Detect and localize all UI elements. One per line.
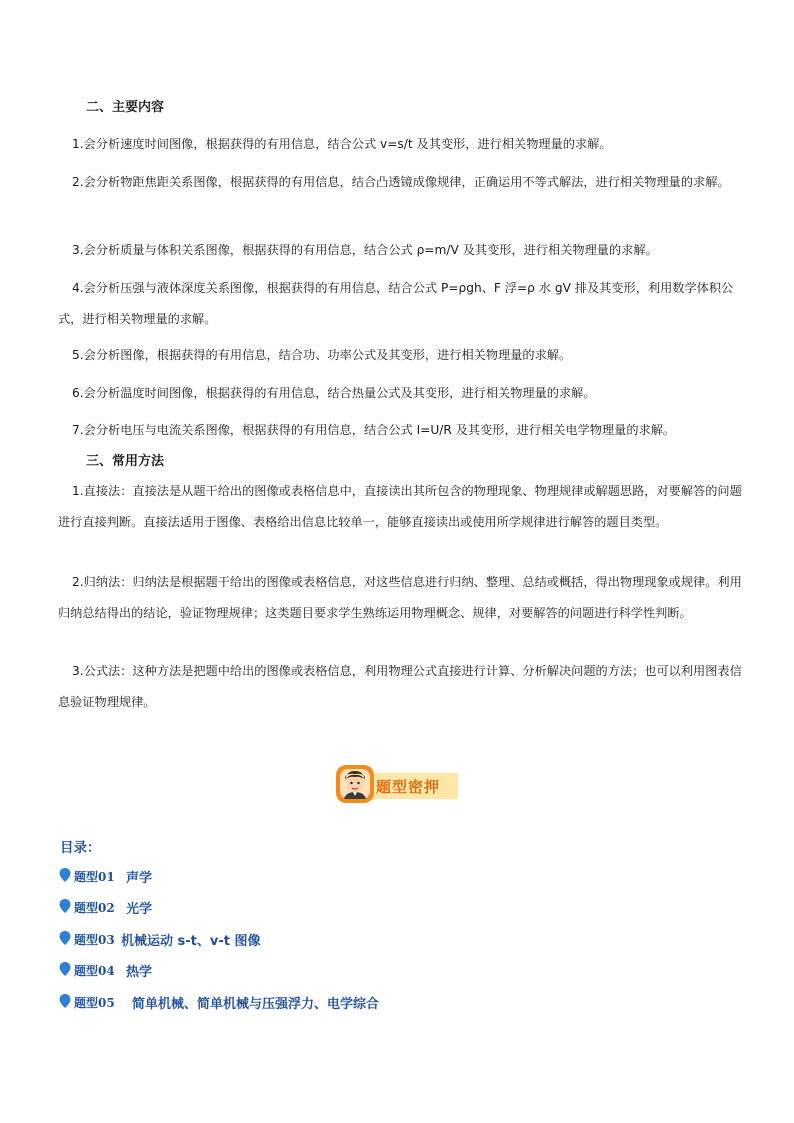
map-pin-icon <box>58 930 72 946</box>
method-item-2: 2.归纳法：归纳法是根据题干给出的图像或表格信息，对这些信息进行归纳、整理、总结或概括，得出物理现象或规律。利用归纳总结得出的结论，验证物理规律；这类题目要求学生熟练运用物理概念、规律，对要解答的问题进行科学性判断。 <box>58 575 742 620</box>
badge-label: 题型密押 <box>376 778 441 796</box>
toc-item-label: 题型03 <box>74 933 115 947</box>
section-heading-main-content: 二、主要内容 <box>86 100 165 115</box>
toc-item-label: 题型02 <box>74 901 115 915</box>
toc-item-title: 机械运动 s-t、v-t 图像 <box>121 934 261 949</box>
map-pin-icon <box>58 898 72 914</box>
map-pin-icon <box>58 961 72 977</box>
method-item-1: 1.直接法：直接法是从题干给出的图像或表格信息中，直接读出其所包含的物理现象、物理规律或解题思路，对要解答的问题进行直接判断。直接法适用于图像、表格给出信息比较单一，能够直接读出或使用所学规律进行解答的题目类型。 <box>58 484 742 529</box>
toc-item-label: 题型04 <box>74 964 115 978</box>
content-item-1: 1.会分析速度时间图像，根据获得的有用信息，结合公式 v=s/t 及其变形，进行相关物理量的求解。 <box>72 137 612 151</box>
section-heading-common-methods: 三、常用方法 <box>86 454 165 469</box>
toc-item-title: 简单机械、简单机械与压强浮力、电学综合 <box>132 997 380 1012</box>
content-item-2: 2.会分析物距焦距关系图像，根据获得的有用信息，结合凸透镜成像规律，正确运用不等式解法，进行相关物理量的求解。 <box>72 175 730 189</box>
content-item-3: 3.会分析质量与体积关系图像，根据获得的有用信息，结合公式 ρ=m/V 及其变形，进行相关物理量的求解。 <box>72 243 658 257</box>
toc-item-label: 题型01 <box>74 870 115 884</box>
method-item-3: 3.公式法：这种方法是把题中给出的图像或表格信息，利用物理公式直接进行计算、分析解决问题的方法；也可以利用图表信息验证物理规律。 <box>58 664 742 709</box>
content-item-4: 4.会分析压强与液体深度关系图像，根据获得的有用信息，结合公式 P=ρgh、F 浮=ρ 水 gV 排及其变形，利用数学体积公式，进行相关物理量的求解。 <box>58 281 734 326</box>
teacher-avatar-icon <box>336 765 374 803</box>
content-item-6: 6.会分析温度时间图像，根据获得的有用信息，结合热量公式及其变形，进行相关物理量的求解。 <box>72 386 596 400</box>
map-pin-icon <box>58 993 72 1009</box>
content-item-5: 5.会分析图像，根据获得的有用信息，结合功、功率公式及其变形，进行相关物理量的求解。 <box>72 348 572 362</box>
content-item-7: 7.会分析电压与电流关系图像，根据获得的有用信息，结合公式 I=U/R 及其变形，进行相关电学物理量的求解。 <box>72 423 676 437</box>
toc-item-title: 光学 <box>126 902 153 917</box>
map-pin-icon <box>58 867 72 883</box>
badge-banner <box>366 773 458 799</box>
toc-item-title: 热学 <box>126 965 153 980</box>
toc-item-title: 声学 <box>126 871 153 886</box>
toc-title: 目录： <box>60 840 101 856</box>
toc-item-label: 题型05 <box>74 996 115 1010</box>
question-type-badge <box>336 765 460 803</box>
